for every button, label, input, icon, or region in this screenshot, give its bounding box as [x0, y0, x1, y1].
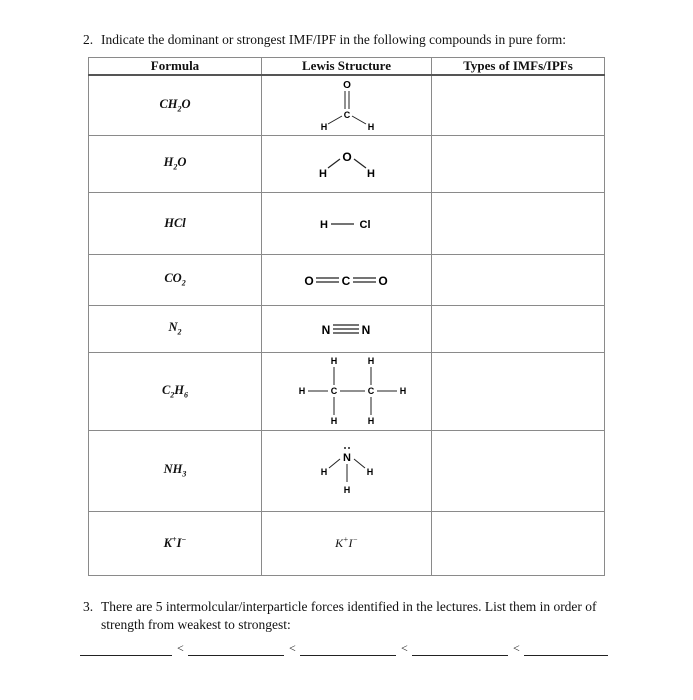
formaldehyde-structure: [292, 76, 402, 134]
imf-answer-cell[interactable]: [432, 254, 605, 305]
less-than-sign: <: [177, 641, 184, 655]
table-row: [89, 192, 605, 254]
imf-answer-cell[interactable]: [432, 75, 605, 135]
formula-cell: $N_2$: [89, 305, 262, 352]
lewis-cell: [262, 75, 432, 135]
formula-cell: $NH_3$: [89, 430, 262, 511]
question-text-line2: strength from weakest to strongest:: [101, 617, 291, 632]
imf-answer-cell[interactable]: [432, 511, 605, 575]
svg-text:C: C: [341, 273, 350, 288]
svg-text:H: H: [330, 356, 337, 366]
header-formula: Formula: [89, 58, 262, 76]
imf-answer-cell[interactable]: [432, 352, 605, 430]
svg-text:H: H: [367, 122, 374, 133]
svg-text:H: H: [298, 386, 305, 396]
svg-text:C: C: [343, 110, 350, 121]
water-structure: [292, 139, 402, 189]
question-number: 3.: [83, 599, 94, 614]
answer-blank-3[interactable]: [300, 654, 396, 656]
question-text: Indicate the dominant or strongest IMF/IPF in the following compounds in pure form:: [101, 32, 566, 47]
less-than-sign: <: [401, 641, 408, 655]
ammonia-structure: [292, 441, 402, 501]
hcl-structure: [292, 208, 402, 238]
less-than-sign: <: [289, 641, 296, 655]
imf-answer-cell[interactable]: [432, 430, 605, 511]
header-lewis-structure: Lewis Structure: [262, 58, 432, 76]
table-row: [89, 352, 605, 430]
svg-text:H: H: [366, 167, 375, 180]
svg-text:N: N: [321, 322, 330, 337]
question-2: [83, 32, 566, 48]
formula-cell: HCl: [89, 192, 262, 254]
svg-text:H: H: [320, 122, 327, 133]
svg-text:N: N: [342, 451, 351, 464]
lewis-cell: [262, 254, 432, 305]
svg-text:H: H: [367, 416, 374, 426]
header-types-of-imfs: Types of IMFs/IPFs: [432, 58, 605, 76]
formula-cell: $H_2O$: [89, 135, 262, 192]
svg-text:H: H: [343, 484, 350, 495]
formula-cell: $C_2H_6$: [89, 352, 262, 430]
svg-text:O: O: [341, 149, 352, 164]
question-number: 2.: [83, 32, 94, 47]
svg-text:H: H: [320, 466, 327, 477]
ethane-structure: [282, 353, 412, 429]
svg-text:H: H: [367, 356, 374, 366]
answer-blank-5[interactable]: [524, 654, 608, 656]
svg-text:C: C: [330, 386, 337, 396]
svg-text:C: C: [367, 386, 374, 396]
table-row: [89, 135, 605, 192]
imf-answer-cell[interactable]: [432, 305, 605, 352]
lewis-cell: [262, 305, 432, 352]
table-row: [89, 430, 605, 511]
ionic-lewis: K+I−: [335, 535, 358, 550]
lewis-cell: [262, 511, 432, 575]
imf-answer-cell[interactable]: [432, 192, 605, 254]
svg-text:O: O: [342, 80, 351, 92]
table-row: [89, 511, 605, 575]
table-row: [89, 75, 605, 135]
lewis-cell: [262, 135, 432, 192]
svg-text:H: H: [399, 386, 406, 396]
svg-text:O: O: [303, 273, 314, 288]
svg-text:H: H: [319, 219, 328, 231]
co2-structure: [287, 265, 407, 295]
imf-table: [88, 57, 605, 576]
table-row: [89, 254, 605, 305]
answer-blank-1[interactable]: [80, 654, 172, 656]
svg-text:Cl: Cl: [359, 219, 370, 231]
lewis-cell: [262, 430, 432, 511]
svg-text:H: H: [318, 167, 327, 180]
less-than-sign: <: [513, 641, 520, 655]
answer-blank-2[interactable]: [188, 654, 284, 656]
question-text-line1: There are 5 intermolcular/interparticle forces identified in the lectures. List them in order of: [101, 599, 597, 614]
svg-text:N: N: [361, 322, 370, 337]
question-3: [83, 598, 613, 634]
formula-cell: K+I−: [89, 511, 262, 575]
formula-cell: $CH_2O$: [89, 75, 262, 135]
svg-text:H: H: [366, 466, 373, 477]
answer-blanks: [80, 640, 608, 658]
n2-structure: [292, 314, 402, 344]
table-row: [89, 305, 605, 352]
formula-cell: $CO_2$: [89, 254, 262, 305]
table-header-row: [89, 58, 605, 76]
imf-answer-cell[interactable]: [432, 135, 605, 192]
lewis-cell: [262, 192, 432, 254]
svg-text:H: H: [330, 416, 337, 426]
answer-blank-4[interactable]: [412, 654, 508, 656]
lewis-cell: [262, 352, 432, 430]
svg-text:O: O: [377, 273, 388, 288]
